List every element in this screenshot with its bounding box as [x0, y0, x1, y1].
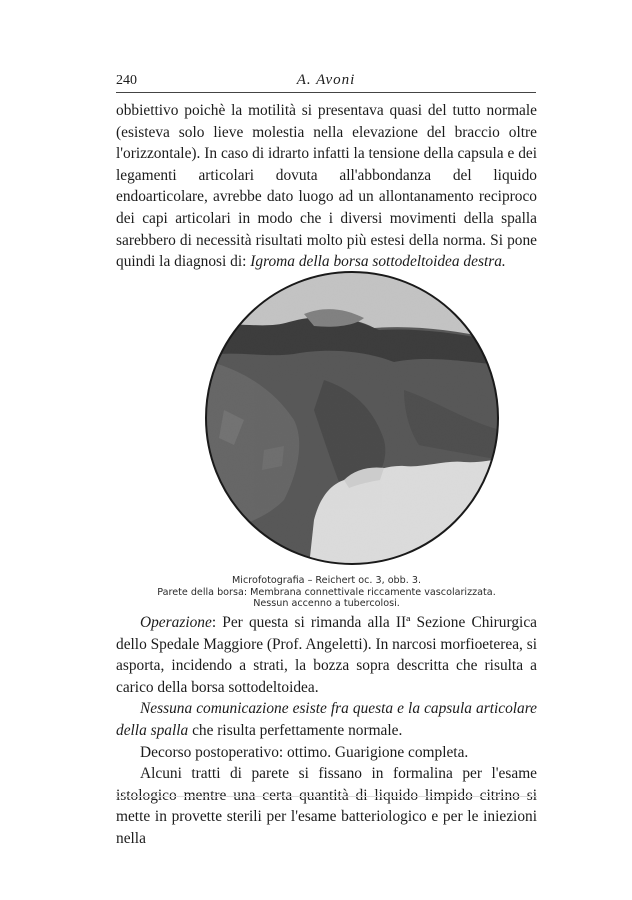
communication-paragraph — [116, 698, 537, 741]
figure-caption — [116, 575, 537, 610]
communication-text: che risulta perfettamente normale. — [188, 721, 403, 739]
operation-section — [116, 612, 537, 850]
operation-label: Operazione — [140, 614, 212, 631]
caption-line-1: Microfotografia – Reichert oc. 3, obb. 3. — [232, 575, 421, 586]
intro-text-block — [116, 100, 537, 273]
page-header — [116, 70, 536, 93]
intro-text: obbiettivo poichè la motilità si presentava quasi del tutto normale (esisteva solo lieve molestia nella elevazione del braccio oltre l'orizzontale). In caso di idrarto infatti la tensione della capsula e dei legamenti articolari dovuta all'abbondanza del liquido endoarticolare, avrebbe dato luogo ad un allontanamento reciproco dei capi articolari in modo che i diversi movimenti della spalla sarebbero di necessità risultati molto più estesi della norma. Si pone quindi la diagnosi di: — [116, 102, 537, 271]
operation-paragraph — [116, 612, 537, 698]
bottom-rule — [116, 796, 537, 797]
page-number: 240 — [116, 73, 137, 88]
postop-paragraph — [116, 742, 537, 764]
microphotograph-figure — [204, 270, 500, 566]
intro-paragraph — [116, 100, 537, 273]
operation-text: : Per questa si rimanda alla IIª Sezione Chirurgica dello Spedale Maggiore (Prof. Angeletti). In narcosi morfioeterea, si asporta, incidendo a strati, la bozza sopra descritta che risulta a carico della borsa sottodeltoidea. — [116, 614, 537, 696]
diagnosis-text: Igroma della borsa sottodeltoidea destra. — [250, 253, 506, 271]
tracts-paragraph — [116, 763, 537, 849]
tracts-text: Alcuni tratti di parete si fissano in formalina per l'esame istologico mentre una certa quantità di liquido limpido citrino si mette in provette sterili per l'esame batteriologico e per le iniezioni nella — [116, 765, 537, 847]
communication-italic-text: Nessuna comunicazione esiste fra questa e la capsula articolare della spalla — [116, 700, 537, 739]
running-head: A. Avoni — [296, 72, 356, 88]
caption-line-3: Nessun accenno a tubercolosi. — [253, 598, 400, 609]
postop-text: Decorso postoperativo: ottimo. Guarigione completa. — [140, 743, 469, 761]
caption-line-2: Parete della borsa: Membrana connettivale riccamente vascolarizzata. — [157, 586, 496, 598]
